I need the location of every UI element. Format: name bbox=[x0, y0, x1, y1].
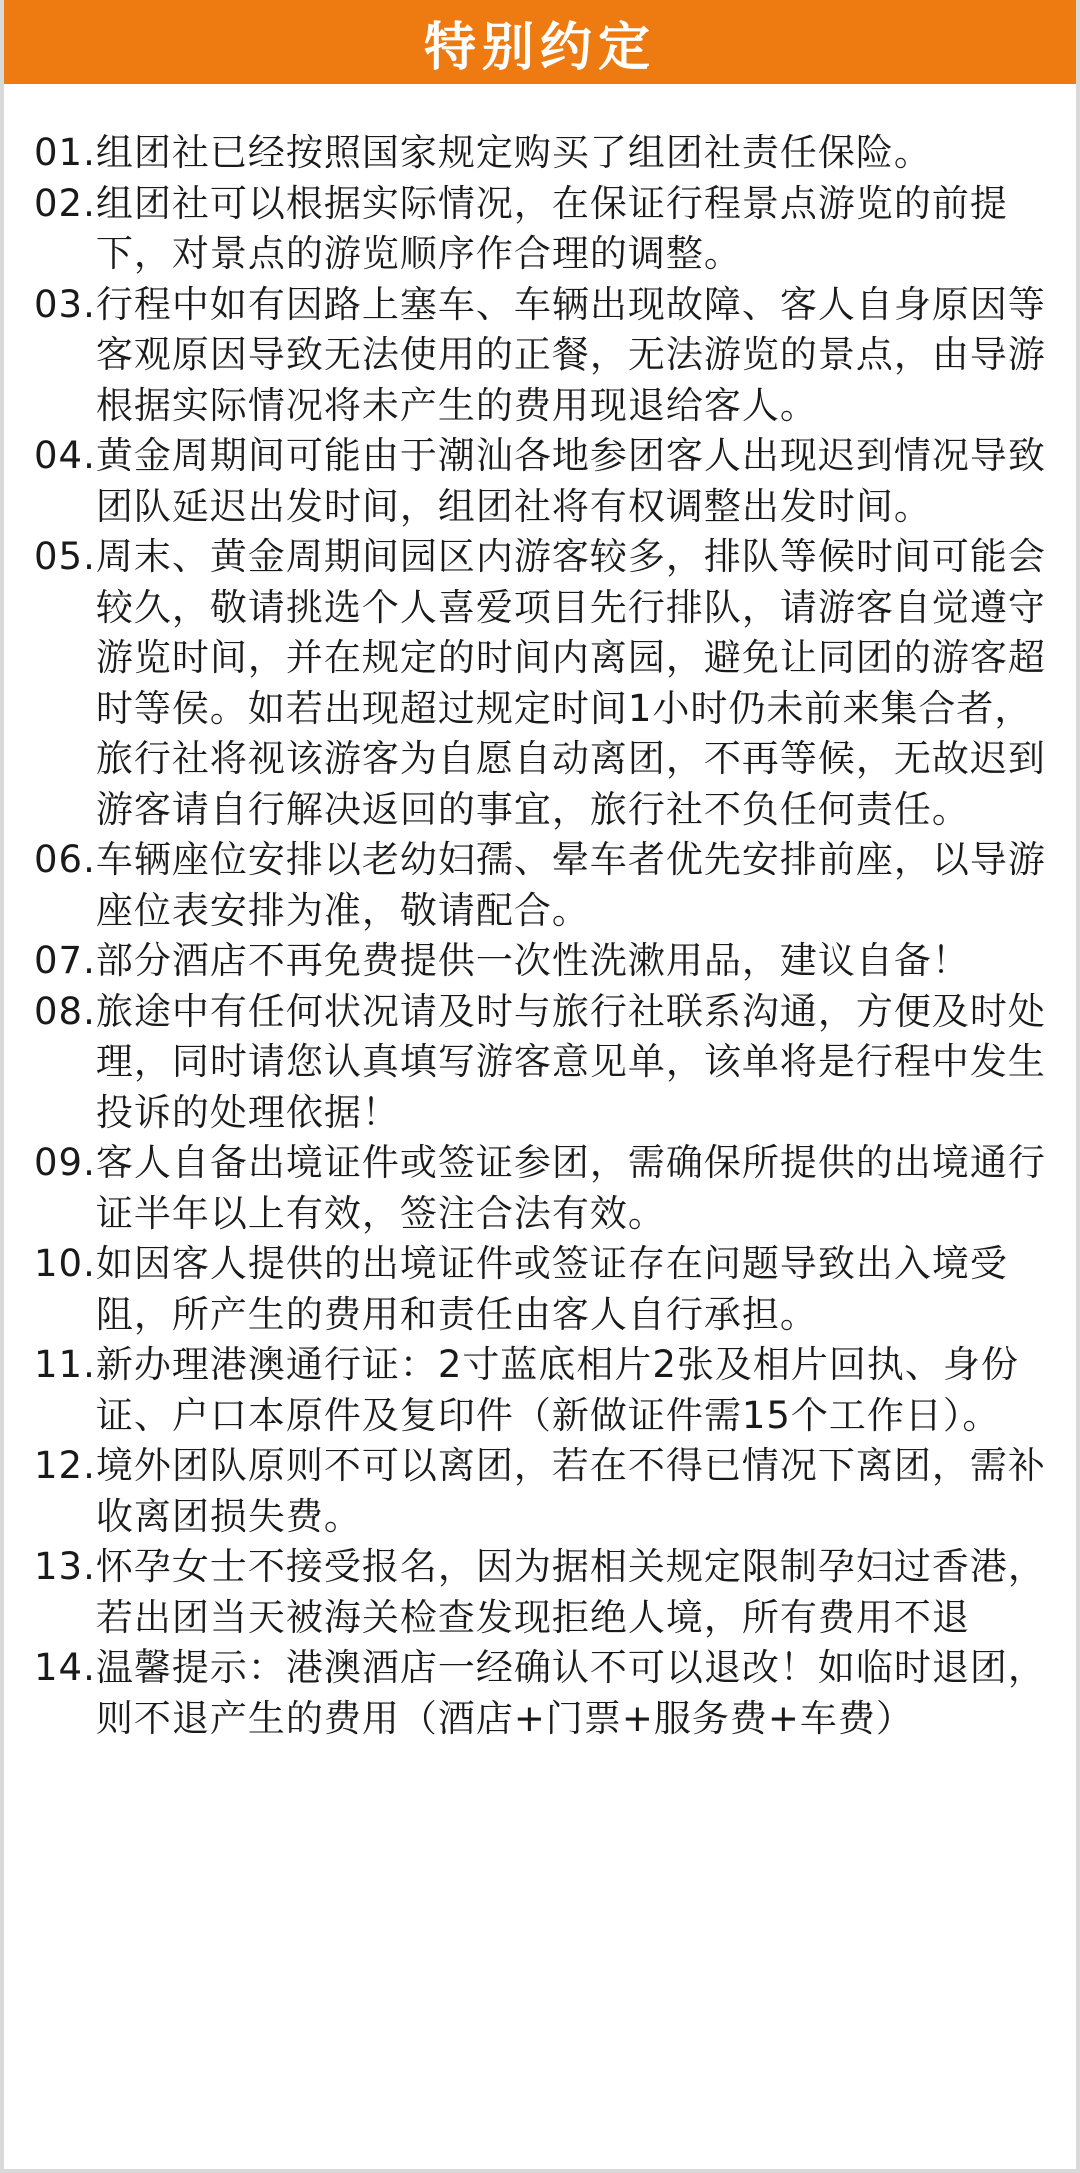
clause-item bbox=[34, 1542, 1048, 1643]
clause-text: 部分酒店不再免费提供一次性洗漱用品，建议自备！ bbox=[95, 939, 970, 982]
clause-number: 01. bbox=[34, 131, 96, 174]
clause-item bbox=[34, 1239, 1048, 1340]
clause-text: 如因客人提供的出境证件或签证存在问题导致出入境受阻，所产生的费用和责任由客人自行承担。 bbox=[95, 1242, 1008, 1336]
clause-item bbox=[34, 936, 1048, 987]
clause-text: 温馨提示：港澳酒店一经确认不可以退改！如临时退团，则不退产生的费用（酒店+门票+服务费+车费） bbox=[95, 1646, 1046, 1740]
clause-item bbox=[34, 532, 1048, 835]
clause-number: 02. bbox=[34, 181, 96, 225]
clause-text: 车辆座位安排以老幼妇孺、晕车者优先安排前座，以导游座位表安排为准，敬请配合。 bbox=[95, 838, 1046, 932]
clause-item bbox=[34, 1441, 1048, 1542]
clause-text: 组团社已经按照国家规定购买了组团社责任保险。 bbox=[95, 131, 932, 174]
clause-number: 04. bbox=[34, 434, 96, 477]
clause-list bbox=[4, 84, 1076, 1744]
clause-item bbox=[34, 280, 1048, 432]
clause-text: 组团社可以根据实际情况，在保证行程景点游览的前提下，对景点的游览顺序作合理的调整。 bbox=[95, 181, 1008, 275]
clause-item bbox=[34, 987, 1048, 1139]
clause-number: 03. bbox=[34, 282, 96, 326]
clause-number: 10. bbox=[34, 1242, 96, 1285]
clause-number: 08. bbox=[34, 989, 96, 1033]
clause-number: 06. bbox=[34, 838, 96, 881]
clause-number: 14. bbox=[34, 1646, 96, 1689]
clause-item bbox=[34, 128, 1048, 179]
clause-text: 怀孕女士不接受报名，因为据相关规定限制孕妇过香港，若出团当天被海关检查发现拒绝人境，所有费用不退 bbox=[95, 1545, 1046, 1639]
clause-text: 新办理港澳通行证：2寸蓝底相片2张及相片回执、身份证、户口本原件及复印件（新做证件需15个工作日）。 bbox=[95, 1343, 1019, 1437]
title-banner bbox=[4, 0, 1076, 84]
clause-number: 09. bbox=[34, 1141, 96, 1184]
clause-item bbox=[34, 1643, 1048, 1744]
clause-number: 13. bbox=[34, 1545, 96, 1588]
clause-item bbox=[34, 1138, 1048, 1239]
clause-item bbox=[34, 179, 1048, 280]
page-title: 特别约定 bbox=[423, 17, 656, 78]
clause-item bbox=[34, 1340, 1048, 1441]
clause-number: 12. bbox=[34, 1444, 96, 1487]
clause-text: 旅途中有任何状况请及时与旅行社联系沟通，方便及时处理，同时请您认真填写游客意见单，该单将是行程中发生投诉的处理依据！ bbox=[95, 989, 1046, 1134]
clause-item bbox=[34, 835, 1048, 936]
clause-number: 11. bbox=[34, 1343, 96, 1386]
clause-text: 客人自备出境证件或签证参团，需确保所提供的出境通行证半年以上有效，签注合法有效。 bbox=[95, 1141, 1046, 1235]
clause-number: 07. bbox=[34, 939, 96, 982]
clause-text: 境外团队原则不可以离团，若在不得已情况下离团，需补收离团损失费。 bbox=[95, 1444, 1046, 1538]
clause-number: 05. bbox=[34, 535, 96, 578]
clause-item bbox=[34, 431, 1048, 532]
clause-text: 行程中如有因路上塞车、车辆出现故障、客人自身原因等客观原因导致无法使用的正餐，无法游览的景点，由导游根据实际情况将未产生的费用现退给客人。 bbox=[95, 282, 1046, 427]
clause-text: 黄金周期间可能由于潮汕各地参团客人出现迟到情况导致团队延迟出发时间，组团社将有权调整出发时间。 bbox=[95, 434, 1046, 528]
clause-text: 周末、黄金周期间园区内游客较多，排队等候时间可能会较久，敬请挑选个人喜爱项目先行排队，请游客自觉遵守游览时间，并在规定的时间内离园，避免让同团的游客超时等侯。如若出现超过规定时间1小时仍未前来集合者，旅行社将视该游客为自愿自动离团，不再等候，无故迟到游客请自行解决返回的事宜，旅行社不负任何责任。 bbox=[95, 535, 1046, 831]
